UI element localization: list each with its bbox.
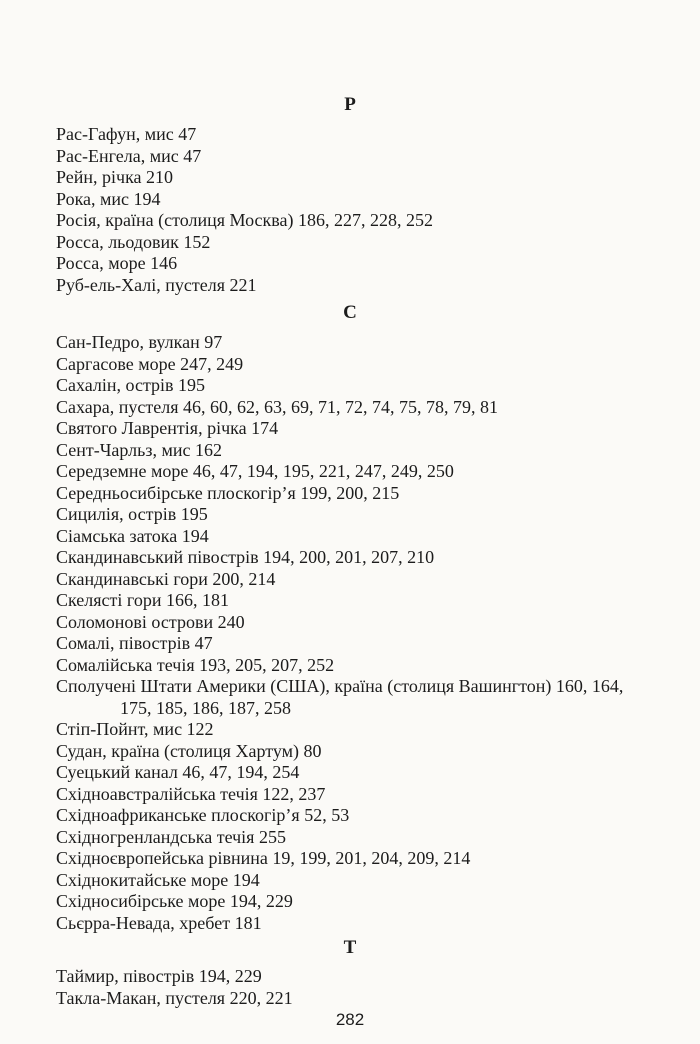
index-entry: Святого Лаврентія, річка 174	[56, 418, 279, 438]
index-entry: Східногренландська течія 255	[56, 826, 286, 847]
index-entry: Росса, море 146	[56, 253, 178, 273]
index-entry: Сицилія, острів 195	[56, 504, 208, 524]
section-heading-r: Р	[344, 94, 356, 115]
index-entry: Сан-Педро, вулкан 97	[56, 332, 223, 352]
index-entry: Сахара, пустеля 46, 60, 62, 63, 69, 71, 72, 74, 75, 78, 79, 81	[56, 396, 498, 417]
section-heading-t: Т	[343, 937, 357, 958]
section-entries-r	[56, 124, 696, 296]
section-entries-s	[56, 332, 696, 934]
index-entry-line: Сполучені Штати Америки (США), країна (столиця Вашингтон) 160, 164,	[56, 676, 624, 696]
index-entry: Східноафриканське плоскогір’я 52, 53	[56, 805, 350, 825]
index-entry: Рейн, річка 210	[56, 167, 174, 187]
index-entry: Рас-Гафун, мис 47	[56, 124, 197, 144]
index-entry: Соломонові острови 240	[56, 611, 245, 632]
index-entry: Середньосибірське плоскогір’я 199, 200, 215	[56, 482, 400, 503]
section-entries-t	[56, 966, 696, 1009]
index-entry: Сент-Чарльз, мис 162	[56, 439, 222, 460]
index-entry: Рас-Енгела, мис 47	[56, 145, 202, 166]
index-entry-continuation: 175, 185, 186, 187, 258	[120, 697, 291, 718]
index-entry: Сахалін, острів 195	[56, 375, 206, 395]
index-entry: Росса, льодовик 152	[56, 231, 211, 252]
index-entry: Скандинавські гори 200, 214	[56, 568, 276, 589]
index-entry: Стіп-Пойнт, мис 122	[56, 719, 214, 739]
index-entry: Саргасове море 247, 249	[56, 353, 244, 374]
index-entry: Східносибірське море 194, 229	[56, 891, 293, 911]
index-entry: Східноєвропейська рівнина 19, 199, 201, 204, 209, 214	[56, 848, 471, 868]
index-entry: Середземне море 46, 47, 194, 195, 221, 247, 249, 250	[56, 461, 454, 481]
index-entry: Східноавстралійська течія 122, 237	[56, 783, 326, 804]
index-entry: Сомалі, півострів 47	[56, 633, 213, 653]
index-entry: Скелясті гори 166, 181	[56, 590, 229, 610]
index-entry: Східнокитайське море 194	[56, 869, 260, 890]
index-entry: Руб-ель-Халі, пустеля 221	[56, 274, 257, 295]
index-entry: Сьєрра-Невада, хребет 181	[56, 912, 262, 933]
index-entry: Суецький канал 46, 47, 194, 254	[56, 762, 300, 782]
section-heading-s: С	[343, 302, 357, 323]
index-entry: Такла-Макан, пустеля 220, 221	[56, 987, 293, 1008]
index-entry: Судан, країна (столиця Хартум) 80	[56, 740, 322, 761]
index-entry: Сомалійська течія 193, 205, 207, 252	[56, 654, 335, 675]
index-entry	[56, 676, 696, 719]
index-entry: Скандинавський півострів 194, 200, 201, 207, 210	[56, 547, 435, 567]
index-entry: Таймир, півострів 194, 229	[56, 966, 262, 986]
index-entry: Рока, мис 194	[56, 188, 161, 209]
index-entry: Сіамська затока 194	[56, 525, 209, 546]
page-number: 282	[335, 1010, 365, 1029]
index-entry: Росія, країна (столиця Москва) 186, 227, 228, 252	[56, 210, 434, 230]
